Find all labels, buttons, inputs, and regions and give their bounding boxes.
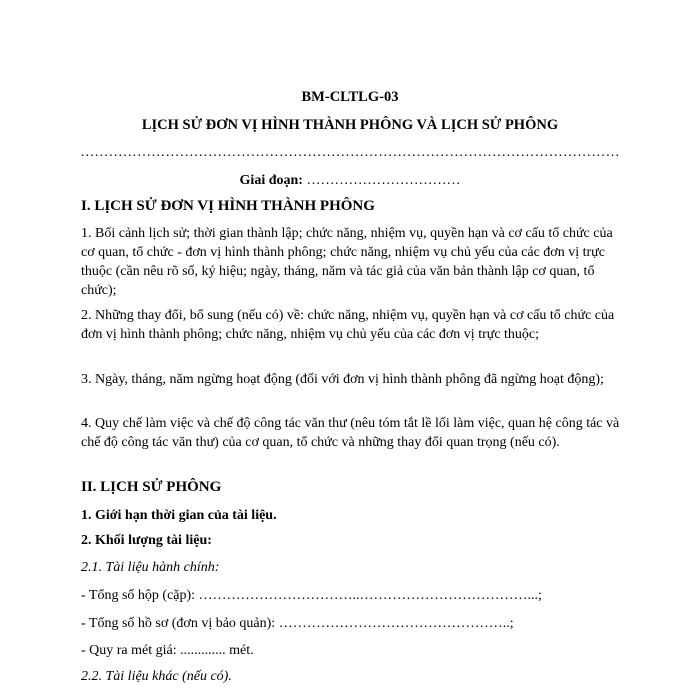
fond-name-blank: ……………………………………………………………………………………………………	[80, 145, 620, 160]
total-boxes-line: - Tổng số hộp (cặp): ……………………………..………………………………...;	[81, 588, 542, 603]
section-1-item-1: 1. Bối cảnh lịch sử; thời gian thành lập; chức năng, nhiệm vụ, quyền hạn và cơ cấu tổ chức của cơ quan, tổ chức - đơn vị hình thành phông; chức năng, nhiệm vụ chủ yếu của các đơn vị trực thuộc (cần nêu rõ số, ký hiệu; ngày, tháng, năm và tác giả của văn bản thành lập cơ quan, tổ chức);	[81, 226, 613, 298]
section-1-item-2: 2. Những thay đổi, bổ sung (nếu có) về: chức năng, nhiệm vụ, quyền hạn và cơ cấu tổ chức của đơn vị hình thành phông; chức năng, nhiệm vụ chủ yếu của các đơn vị trực thuộc;	[81, 308, 615, 342]
form-code: BM-CLTLG-03	[301, 89, 399, 105]
period-label: Giai đoạn:	[239, 173, 303, 188]
section-1-item-4: 4. Quy chế làm việc và chế độ công tác văn thư (nêu tóm tắt lề lối làm việc, quan hệ công tác và chế độ công tác văn thư) của cơ quan, tổ chức và những thay đổi quan trọng (nếu có).	[81, 416, 620, 450]
section-2-item-1: 1. Giới hạn thời gian của tài liệu.	[81, 508, 277, 523]
document-title: LỊCH SỬ ĐƠN VỊ HÌNH THÀNH PHÔNG VÀ LỊCH SỬ PHÔNG	[141, 117, 559, 133]
total-files-line: - Tổng số hồ sơ (đơn vị bảo quản): …………………………………………..;	[81, 616, 514, 631]
section-2-item-2: 2. Khối lượng tài liệu:	[81, 533, 212, 548]
shelf-meters-line: - Quy ra mét giá: ............. mét.	[81, 643, 254, 658]
section-2-heading: II. LỊCH SỬ PHÔNG	[81, 479, 222, 495]
subsection-2-1: 2.1. Tài liệu hành chính:	[81, 560, 220, 575]
section-1-item-3: 3. Ngày, tháng, năm ngừng hoạt động (đối với đơn vị hình thành phông đã ngừng hoạt động);	[81, 372, 604, 387]
period-blank: ……………………………	[306, 173, 461, 188]
period-line	[0, 173, 700, 189]
section-1-heading: I. LỊCH SỬ ĐƠN VỊ HÌNH THÀNH PHÔNG	[81, 198, 375, 214]
subsection-2-2: 2.2. Tài liệu khác (nếu có).	[81, 669, 232, 684]
